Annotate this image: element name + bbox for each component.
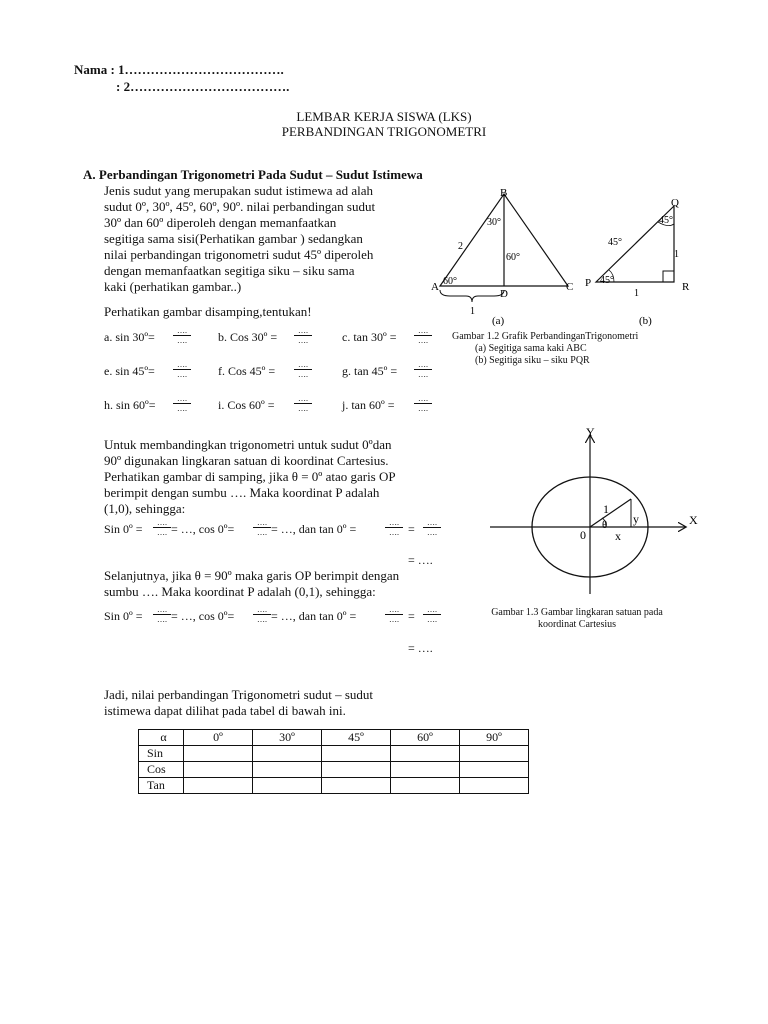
- exercise-e: e. sin 45º=: [104, 364, 155, 378]
- next-paragraph: [104, 568, 455, 600]
- fraction-blank: …. ….: [153, 518, 171, 537]
- uc-line: 90º digunakan lingkaran satuan di koordinat Cartesius.: [104, 453, 389, 468]
- fraction-blank: …. ….: [253, 605, 271, 624]
- eq2-result: = ….: [408, 641, 433, 655]
- angle-q-45: 45°: [659, 215, 673, 226]
- exercise-j: j. tan 60º =: [342, 398, 395, 412]
- intro-line: Jenis sudut yang merupakan sudut istimewa ad alah: [104, 183, 373, 198]
- header-cell: 30º: [253, 730, 322, 746]
- eq2-tan: = …, dan tan 0º =: [271, 609, 357, 623]
- angle-30: 30°: [487, 217, 501, 228]
- eq1-tan: = …, dan tan 0º =: [271, 522, 357, 536]
- hyp-label-45: 45°: [608, 237, 622, 248]
- label-r: R: [682, 281, 690, 293]
- fraction-blank: …. ….: [173, 360, 191, 379]
- fraction-blank: …. ….: [253, 518, 271, 537]
- label-fig-a: (a): [492, 315, 505, 327]
- table-cell[interactable]: [460, 762, 529, 778]
- label-p: P: [585, 277, 592, 289]
- angle-60-left: 60°: [443, 276, 457, 287]
- eq1-cos: = …, cos 0º=: [171, 522, 235, 536]
- intro-line: 30º dan 60º diperoleh dengan memanfaatkan: [104, 215, 337, 230]
- table-cell[interactable]: [460, 746, 529, 762]
- intro-line: kaki (perhatikan gambar..): [104, 279, 242, 294]
- uc-line: Untuk membandingkan trigonometri untuk sudut 0ºdan: [104, 437, 392, 452]
- x-axis-label: X: [689, 513, 698, 527]
- table-row: [139, 746, 529, 762]
- eq1-equals: =: [408, 522, 415, 536]
- table-cell[interactable]: [322, 746, 391, 762]
- angle-p-45: 45°: [600, 275, 614, 286]
- figure-1-2-caption-a: (a) Segitiga sama kaki ABC: [475, 343, 587, 354]
- exercise-i: i. Cos 60º =: [218, 398, 275, 412]
- y-component-label: y: [633, 512, 639, 526]
- eq2-equals: =: [408, 609, 415, 623]
- fraction-blank: …. ….: [294, 394, 312, 413]
- right-angle-mark: [663, 271, 674, 282]
- fraction-blank: …. ….: [414, 394, 432, 413]
- origin-label: 0: [580, 528, 586, 542]
- fraction-blank: …. ….: [173, 326, 191, 345]
- eq1-result: = ….: [408, 553, 433, 567]
- next-line: sumbu …. Maka koordinat P adalah (0,1), sehingga:: [104, 584, 376, 599]
- label-q: Q: [671, 197, 679, 209]
- header-cell: 0º: [184, 730, 253, 746]
- exercise-c: c. tan 30º =: [342, 330, 397, 344]
- angle-60-mid: 60°: [506, 252, 520, 263]
- page-title-line2: PERBANDINGAN TRIGONOMETRI: [281, 124, 487, 139]
- trig-table: [138, 729, 529, 794]
- side-2: 2: [458, 241, 463, 252]
- next-line: Selanjutnya, jika θ = 90º maka garis OP berimpit dengan: [104, 568, 400, 583]
- radius-op: [590, 499, 631, 527]
- intro-line: nilai perbandingan trigonometri sudut 45º diperoleh: [104, 247, 374, 262]
- table-cell[interactable]: [253, 762, 322, 778]
- table-cell[interactable]: [391, 762, 460, 778]
- page-title-line1: LEMBAR KERJA SISWA (LKS): [296, 109, 472, 124]
- exercise-h: h. sin 60º=: [104, 398, 156, 412]
- fraction-blank: …. ….: [385, 518, 403, 537]
- row-label: Tan: [139, 778, 184, 794]
- table-cell[interactable]: [322, 778, 391, 794]
- table-cell[interactable]: [391, 778, 460, 794]
- name-label-2: : 2……………………………….: [116, 79, 290, 94]
- intro-line: dengan memanfaatkan segitiga siku – siku sama: [104, 263, 355, 278]
- uc-line: berimpit dengan sumbu …. Maka koordinat P adalah: [104, 485, 380, 500]
- label-a: A: [431, 281, 439, 293]
- figure-1-2-caption-b: (b) Segitiga siku – siku PQR: [475, 355, 590, 366]
- header-cell: α: [139, 730, 184, 746]
- fraction-blank: …. ….: [153, 605, 171, 624]
- table-header-row: [139, 730, 529, 746]
- uc-line: (1,0), sehingga:: [104, 501, 186, 516]
- header-cell: 45º: [322, 730, 391, 746]
- eq2-cos: = …, cos 0º=: [171, 609, 235, 623]
- label-b: B: [500, 187, 508, 199]
- table-cell[interactable]: [184, 746, 253, 762]
- unit-circle-paragraph: [104, 437, 455, 517]
- label-d: D: [500, 288, 508, 300]
- conclusion-paragraph: [104, 687, 455, 719]
- header-cell: 60º: [391, 730, 460, 746]
- eq2-sin: Sin 0º =: [104, 609, 143, 623]
- intro-line: segitiga sama sisi(Perhatikan gambar ) sedangkan: [104, 231, 363, 246]
- table-cell[interactable]: [184, 762, 253, 778]
- header-cell: 90º: [460, 730, 529, 746]
- fraction-blank: …. ….: [414, 360, 432, 379]
- base-pr-1: 1: [634, 288, 639, 299]
- table-cell[interactable]: [253, 746, 322, 762]
- fraction-blank: …. ….: [385, 605, 403, 624]
- section-a-heading: A. Perbandingan Trigonometri Pada Sudut – Sudut Istimewa: [83, 167, 423, 182]
- radius-label: 1: [603, 502, 609, 516]
- name-label-1: Nama : 1……………………………….: [74, 62, 284, 77]
- fraction-blank: …. ….: [294, 360, 312, 379]
- table-cell[interactable]: [391, 746, 460, 762]
- side-qr-1: 1: [674, 249, 679, 260]
- figure-unit-circle: [480, 422, 710, 602]
- prompt-text: Perhatikan gambar disamping,tentukan!: [104, 304, 312, 319]
- figure-1-3-caption-2: koordinat Cartesius: [537, 619, 617, 630]
- fraction-blank: …. ….: [423, 605, 441, 624]
- intro-line: sudut 0º, 30º, 45º, 60º, 90º. nilai perbandingan sudut: [104, 199, 376, 214]
- conclusion-line: Jadi, nilai perbandingan Trigonometri sudut – sudut: [104, 687, 374, 702]
- eq1-sin: Sin 0º =: [104, 522, 143, 536]
- fraction-blank: …. ….: [423, 518, 441, 537]
- table-cell[interactable]: [460, 778, 529, 794]
- fraction-blank: …. ….: [173, 394, 191, 413]
- label-fig-b: (b): [639, 315, 652, 327]
- figure-1-3-caption-1: Gambar 1.3 Gambar lingkaran satuan pada: [491, 607, 663, 618]
- base-brace: [440, 290, 504, 302]
- exercise-f: f. Cos 45º =: [218, 364, 276, 378]
- y-axis-label: Y: [586, 425, 595, 439]
- table-cell[interactable]: [322, 762, 391, 778]
- intro-paragraph: [104, 183, 422, 295]
- exercise-b: b. Cos 30º =: [218, 330, 278, 344]
- fraction-blank: …. ….: [414, 326, 432, 345]
- base-1: 1: [470, 306, 475, 317]
- row-label: Cos: [139, 762, 184, 778]
- uc-line: Perhatikan gambar di samping, jika θ = 0º atao garis OP: [104, 469, 396, 484]
- fraction-blank: …. ….: [294, 326, 312, 345]
- table-row: [139, 762, 529, 778]
- figure-1-2-caption: Gambar 1.2 Grafik PerbandinganTrigonometri: [452, 331, 639, 342]
- conclusion-line: istimewa dapat dilihat pada tabel di bawah ini.: [104, 703, 346, 718]
- x-component-label: x: [615, 529, 621, 543]
- table-cell[interactable]: [253, 778, 322, 794]
- figure-triangles: [428, 186, 708, 330]
- exercise-g: g. tan 45º =: [342, 364, 398, 378]
- exercise-a: a. sin 30º=: [104, 330, 155, 344]
- table-row: [139, 778, 529, 794]
- row-label: Sin: [139, 746, 184, 762]
- theta-label: θ: [602, 519, 608, 531]
- table-cell[interactable]: [184, 778, 253, 794]
- label-c: C: [566, 281, 574, 293]
